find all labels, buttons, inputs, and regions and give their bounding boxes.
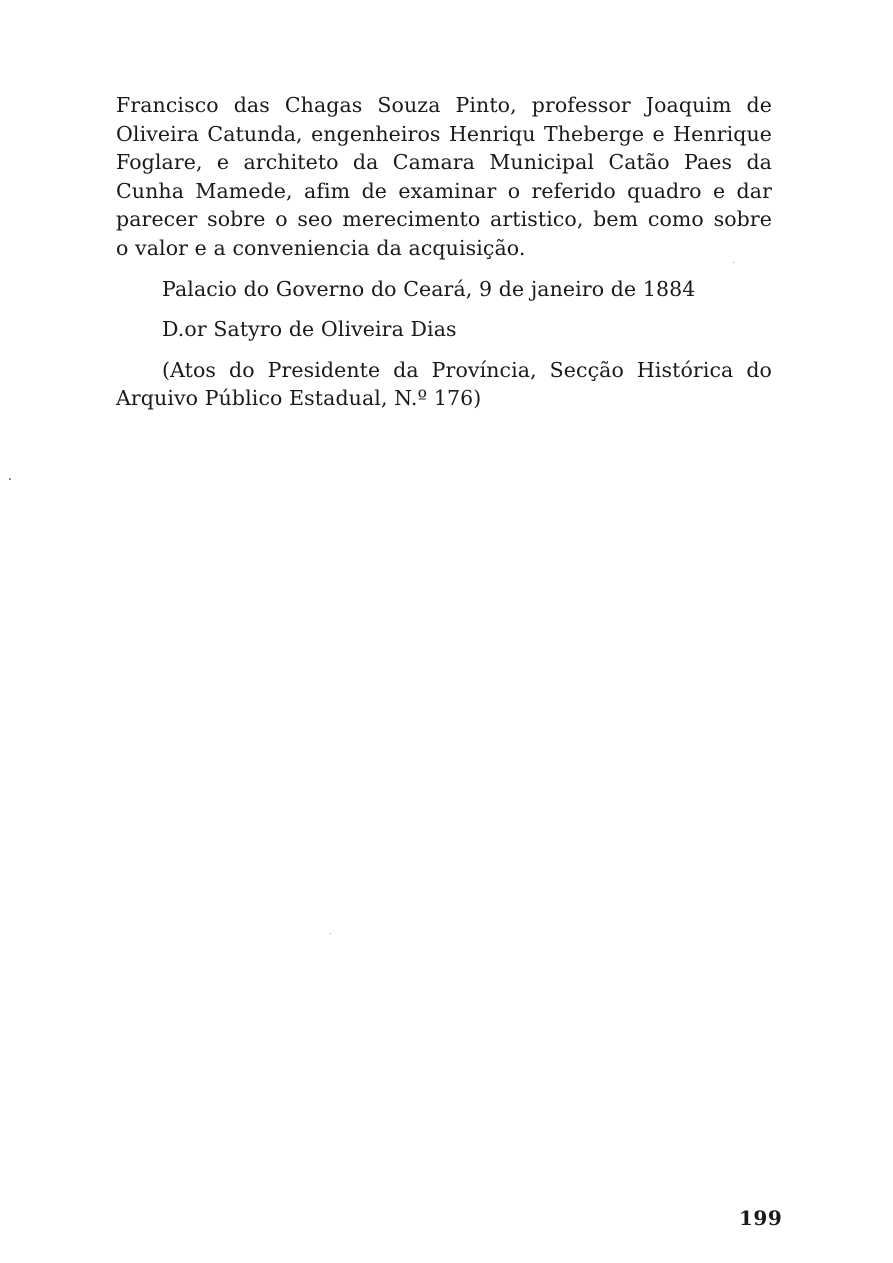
paragraph-line: Cunha Mamede, afim de examinar o referido quadro e dar: [116, 178, 772, 203]
scan-speck: [9, 478, 11, 480]
scan-speck: [733, 262, 734, 263]
source-note-line: (Atos do Presidente da Província, Secção Histórica do: [162, 357, 772, 382]
paragraph-line: Foglare, e architeto da Camara Municipal Catão Paes da: [116, 150, 772, 175]
scan-speck: [330, 933, 331, 934]
paragraph-line: Oliveira Catunda, engenheiros Henriqu Theberge e Henrique: [116, 121, 772, 146]
source-note: [116, 356, 772, 413]
text-body: [116, 91, 772, 413]
paragraph-line: o valor e a conveniencia da acquisição.: [116, 235, 526, 260]
page-number: 199: [739, 1206, 783, 1230]
paragraph-line: Francisco das Chagas Souza Pinto, professor Joaquim de: [116, 93, 772, 117]
source-note-line: Arquivo Público Estadual, N.º 176): [116, 386, 482, 411]
paragraph-line: parecer sobre o seo merecimento artistico, bem como sobre: [116, 207, 772, 232]
paragraph-commission: [116, 91, 772, 263]
place-date-line: Palacio do Governo do Ceará, 9 de janeiro de 1884: [162, 276, 696, 301]
signature-line: D.or Satyro de Oliveira Dias: [162, 317, 457, 342]
